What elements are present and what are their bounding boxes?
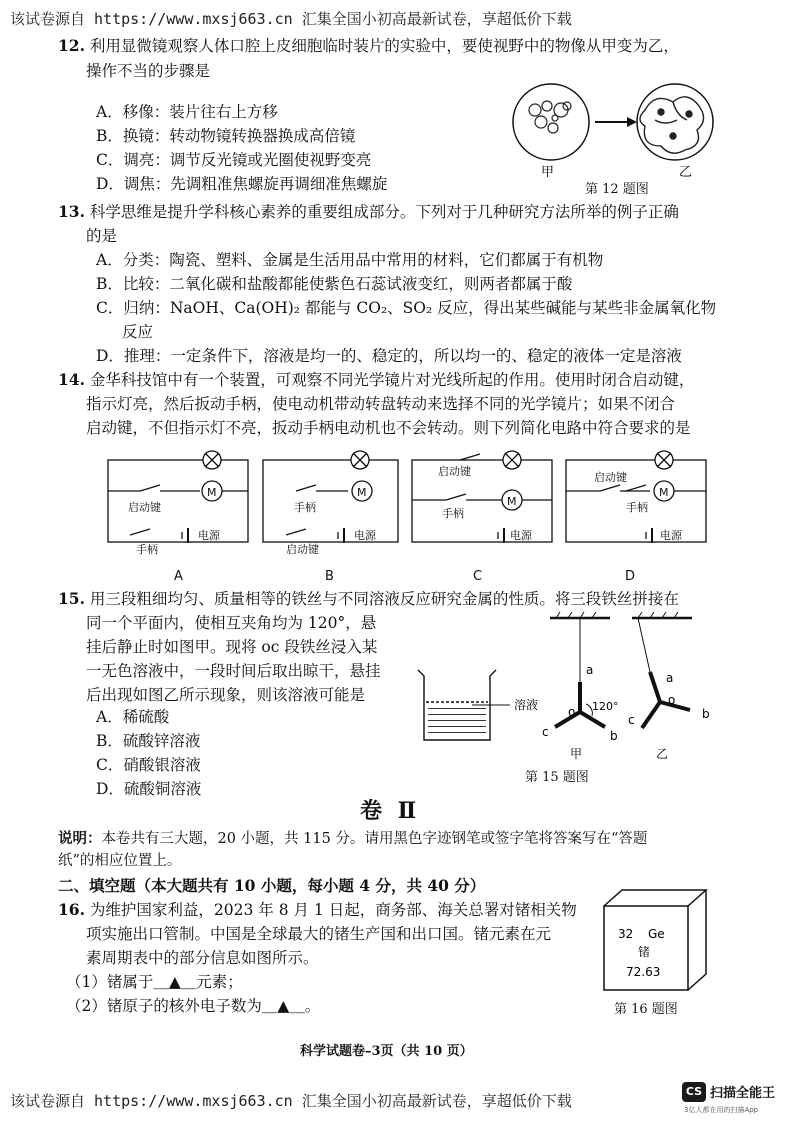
- q12-option-b: B．换镜：转动物镜转换器换成高倍镜: [96, 127, 356, 145]
- q14-number: 14.: [58, 370, 85, 389]
- section-note-line2: 纸”的相应位置上。: [58, 853, 182, 869]
- yi-b: b: [702, 707, 710, 721]
- q15-option-d: D．硫酸铜溶液: [96, 780, 202, 798]
- cells-yi: [640, 97, 704, 153]
- q13-option-b: B．比较：二氧化碳和盐酸都能使紫色石蕊试液变红，则两者都属于酸: [96, 275, 573, 293]
- yi-label: 乙: [656, 747, 669, 761]
- jia-c: c: [542, 725, 549, 739]
- view-yi: [637, 84, 713, 160]
- choice-b: B: [325, 569, 334, 584]
- q14-stem-line1: [58, 368, 694, 392]
- circuit-d: [566, 451, 706, 543]
- solution-label: 溶液: [514, 698, 539, 712]
- q16-stem-line1: [58, 898, 577, 922]
- d-start-key: 启动键: [594, 471, 627, 484]
- cells-jia: [529, 101, 571, 133]
- jia-b: b: [610, 729, 618, 743]
- motor-a: M: [207, 486, 217, 499]
- element-number: 32: [618, 927, 634, 941]
- element-mass: 72.63: [626, 965, 661, 979]
- c-power: 电源: [510, 529, 532, 542]
- q16-stem3: 素周期表中的部分信息如图所示。: [86, 949, 319, 967]
- q16-stem2: 项实施出口管制。中国是全球最大的锗生产国和出口国。锗元素在元: [86, 925, 552, 943]
- page-footer: 科学试题卷–3页（共 10 页）: [300, 1044, 473, 1059]
- c-start-key: 启动键: [438, 465, 471, 478]
- q13-number: 13.: [58, 202, 85, 221]
- q15-line4: 后出现如图乙所示现象，则该溶液可能是: [86, 686, 366, 704]
- motor-c: M: [507, 495, 517, 508]
- yi-c: c: [628, 713, 635, 727]
- note-label: 说明：: [58, 830, 102, 847]
- section-title: 卷 Ⅱ: [360, 798, 421, 824]
- q14-stem2: 指示灯亮，然后扳动手柄，使电动机带动转盘转动来选择不同的光学镜片；如果不闭合: [86, 395, 676, 413]
- a-power: 电源: [198, 529, 220, 542]
- q15-option-b: B．硫酸锌溶液: [96, 732, 201, 750]
- q16-sub2: （2）锗原子的核外电子数为＿▲＿。: [66, 997, 321, 1015]
- jia-label: 甲: [570, 747, 583, 761]
- q15-figure: [410, 612, 730, 782]
- q15-stem1: 用三段粗细均匀、质量相等的铁丝与不同溶液反应研究金属的性质。将三段铁丝拼接在: [89, 590, 679, 608]
- q14-stem3: 启动键，不但指示灯不亮，扳动手柄电动机也不会转动。则下列简化电路中符合要求的是: [86, 419, 691, 437]
- q16-stem1: 为维护国家利益，2023 年 8 月 1 日起，商务部、海关总署对锗相关物: [89, 901, 577, 919]
- scanner-tagline: 3亿人都在用的扫描App: [684, 1106, 759, 1114]
- label-yi: 乙: [679, 165, 693, 180]
- q15-line1: 同一个平面内，使相互夹角均为 120°，悬: [86, 614, 377, 632]
- circuit-b: [263, 451, 398, 543]
- q16-caption: 第 16 题图: [614, 1002, 678, 1017]
- q14-stem1: 金华科技馆中有一个装置，可观察不同光学镜片对光线所起的作用。使用时闭合启动键，: [89, 371, 695, 389]
- q12-number: 12.: [58, 36, 85, 55]
- c-handle: 手柄: [442, 507, 464, 520]
- q16-element-cube: [598, 888, 718, 996]
- arrow-head: [627, 117, 637, 127]
- q12-stem1: 利用显微镜观察人体口腔上皮细胞临时装片的实验中，要使视野中的物像从甲变为乙，: [89, 37, 679, 55]
- element-symbol: Ge: [648, 927, 665, 941]
- b-start-key: 启动键: [286, 543, 319, 556]
- element-name: 锗: [638, 945, 651, 959]
- yi-o: o: [668, 693, 676, 707]
- scanner-name: 扫描全能王: [710, 1086, 776, 1101]
- choice-c: C: [473, 569, 483, 584]
- q16-sub1: （1）锗属于＿▲＿元素；: [66, 973, 243, 991]
- q15-option-a: A．稀硫酸: [96, 708, 170, 726]
- note-text1: 本卷共有三大题，20 小题，共 115 分。请用黑色字迹钢笔或签字笔将答案写在“答题: [101, 831, 648, 847]
- q13-stem-line1: [58, 200, 679, 224]
- jia-angle: 120°: [592, 700, 619, 713]
- q13-option-c1: C．归纳：NaOH、Ca(OH)₂ 都能与 CO₂、SO₂ 反应，得出某些碱能与某些非金属氧化物: [96, 299, 717, 317]
- q15-line2: 挂后静止时如图甲。现将 oc 段铁丝浸入某: [86, 638, 378, 656]
- label-jia: 甲: [541, 165, 555, 180]
- jia-o: o: [568, 705, 576, 719]
- section-heading: 二、填空题（本大题共有 10 小题，每小题 4 分，共 40 分）: [58, 876, 486, 895]
- q12-stem-line1: [58, 34, 679, 58]
- q12-stem2: 操作不当的步骤是: [86, 62, 211, 80]
- hanger-yi: [632, 612, 692, 728]
- d-handle: 手柄: [626, 501, 648, 514]
- b-handle: 手柄: [294, 501, 316, 514]
- q15-caption: 第 15 题图: [525, 770, 589, 785]
- q12-caption: 第 12 题图: [585, 182, 649, 197]
- a-start-key: 启动键: [128, 501, 161, 514]
- scanner-logo-icon: CS: [682, 1082, 706, 1102]
- q13-option-a: A．分类：陶瓷、塑料、金属是生活用品中常用的材料，它们都属于有机物: [96, 251, 604, 269]
- q16-number: 16.: [58, 900, 85, 919]
- watermark-top: 该试卷源自 https://www.mxsj663.cn 汇集全国小初高最新试卷，享超低价下载: [10, 10, 572, 28]
- circuit-a: [108, 451, 248, 543]
- choice-a: A: [174, 569, 183, 584]
- view-jia: [513, 84, 589, 160]
- choice-d: D: [625, 569, 636, 584]
- q12-option-c: C．调亮：调节反光镜或光圈使视野变亮: [96, 151, 372, 169]
- q12-option-a: A．移像：装片往右上方移: [96, 103, 278, 121]
- yi-a: a: [666, 671, 674, 685]
- q15-line3: 一无色溶液中，一段时间后取出晾干，悬挂: [86, 662, 381, 680]
- d-power: 电源: [660, 529, 682, 542]
- section-note-line1: [58, 827, 647, 851]
- a-handle: 手柄: [136, 543, 158, 556]
- q13-option-d: D．推理：一定条件下，溶液是均一的、稳定的，所以均一的、稳定的液体一定是溶液: [96, 347, 682, 365]
- watermark-bottom: 该试卷源自 https://www.mxsj663.cn 汇集全国小初高最新试卷，享超低价下载: [10, 1092, 572, 1110]
- beaker-liquid: [428, 708, 486, 733]
- q15-number: 15.: [58, 589, 85, 608]
- q12-option-d: D．调焦：先调粗准焦螺旋再调细准焦螺旋: [96, 175, 388, 193]
- q13-stem1: 科学思维是提升学科核心素养的重要组成部分。下列对于几种研究方法所举的例子正确: [89, 203, 679, 221]
- jia-a: a: [586, 663, 594, 677]
- q14-circuits: [100, 445, 720, 585]
- b-power: 电源: [354, 529, 376, 542]
- q13-stem2: 的是: [86, 227, 118, 245]
- motor-d: M: [659, 486, 669, 499]
- motor-b: M: [357, 486, 367, 499]
- q15-stem-line1: [58, 587, 679, 611]
- q15-option-c: C．硝酸银溶液: [96, 756, 201, 774]
- q13-option-c2: 反应: [122, 323, 154, 341]
